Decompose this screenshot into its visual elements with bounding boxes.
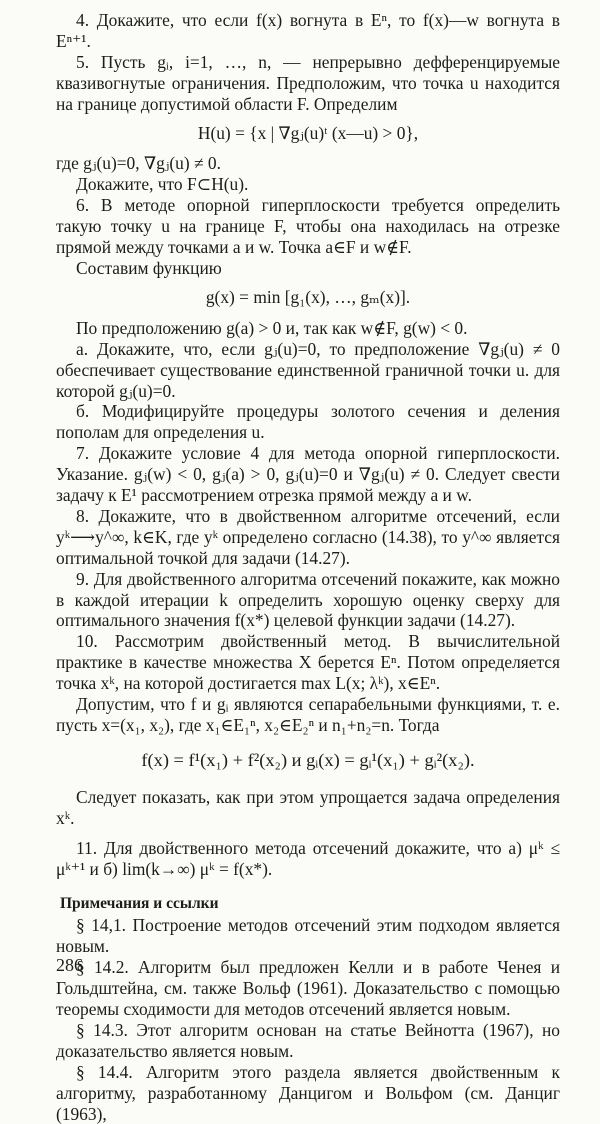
- exercise-5-task: Докажите, что F⊂H(u).: [76, 174, 249, 195]
- exercise-11: 11. Для двойственного метода отсечений докажите, что а) μᵏ ≤ μᵏ⁺¹ и б) lim(k→∞) μᵏ = f(x*).: [56, 837, 560, 879]
- exercise-5: 5. Пусть gᵢ, i=1, …, n, — непрерывно дефференцируемые квазивогнутые ограничения. Предположим, что точка u находится на границе допустимой области F. Определим: [56, 51, 560, 114]
- exercise-6a: а. Докажите, что, если gⱼ(u)=0, то предположение ∇gⱼ(u) ≠ 0 обеспечивает существование единственной граничной точки u. для которой gⱼ(u)=0.: [56, 338, 560, 401]
- note-14-4: § 14.4. Алгоритм этого раздела является двойственным к алгоритму, разработанному Данцигом и Вольфом (см. Данциг (1963),: [56, 1061, 560, 1124]
- exercise-6: 6. В методе опорной гиперплоскости требуется определить такую точку u на границе F, чтобы она находилась на отрезке прямой между точками a и w. Точка a∈F и w∉F.: [56, 195, 560, 258]
- exercise-6-intro: Составим функцию: [76, 257, 222, 278]
- exercise-10: 10. Рассмотрим двойственный метод. В вычислительной практике в качестве множества X берется Eⁿ. Потом определяется точка xᵏ, на которой достигается max L(x; λᵏ), x∈Eⁿ.: [56, 631, 560, 694]
- page-number: 286: [56, 955, 83, 975]
- exercise-4: 4. Докажите, что если f(x) вогнута в Eⁿ, то f(x)—w вогнута в Eⁿ⁺¹.: [56, 10, 560, 51]
- note-14-3: § 14.3. Этот алгоритм основан на статье Вейнотта (1967), но доказательство является новым.: [56, 1019, 560, 1061]
- formula-separable: f(x) = f¹(x₁) + f²(x₂) и gᵢ(x) = gᵢ¹(x₁) + gᵢ²(x₂).: [141, 749, 475, 770]
- exercise-8: 8. Докажите, что в двойственном алгоритме отсечений, если yᵏ⟶y^∞, k∈K, где yᵏ определено согласно (14.38), то y^∞ является оптимальной точкой для задачи (14.27).: [56, 505, 560, 568]
- exercise-5-condition: где gⱼ(u)=0, ∇gⱼ(u) ≠ 0.: [56, 153, 221, 174]
- formula-h: H(u) = {x | ∇gⱼ(u)ᵗ (x—u) > 0},: [197, 122, 419, 143]
- exercise-10-separable: Допустим, что f и gᵢ являются сепарабельными функциями, т. е. пусть x=(x₁, x₂), где x₁∈E₁ⁿ, x₂∈E₂ⁿ и n₁+n₂=n. Тогда: [56, 694, 560, 735]
- exercise-10-task: Следует показать, как при этом упрощается задача определения xᵏ.: [56, 786, 560, 828]
- spacer: [56, 829, 560, 838]
- notes-heading: Примечания и ссылки: [60, 895, 219, 913]
- spacer: [56, 879, 560, 888]
- exercise-6b: б. Модифицируйте процедуры золотого сечения и деления пополам для определения u.: [56, 401, 560, 443]
- note-14-1: § 14,1. Построение методов отсечений этим подходом является новым.: [56, 915, 560, 957]
- exercise-6-assumption: По предположению g(a) > 0 и, так как w∉F, g(w) < 0.: [76, 317, 468, 338]
- exercise-9: 9. Для двойственного алгоритма отсечений покажите, как можно в каждой итерации k определить хорошую оценку сверху для оптимального значения f(x*) целевой функции задачи (14.27).: [56, 568, 560, 631]
- note-14-2: § 14.2. Алгоритм был предложен Келли и в работе Ченея и Гольдштейна, см. также Вольф (1961). Доказательство с помощью теоремы сходимости для методов отсечений является новым.: [56, 957, 560, 1019]
- formula-g: g(x) = min [g₁(x), …, gₘ(x)].: [205, 286, 411, 307]
- exercise-7: 7. Докажите условие 4 для метода опорной гиперплоскости. Указание. gⱼ(w) < 0, gⱼ(a) > 0, gⱼ(u)=0 и ∇gⱼ(u) ≠ 0. Следует свести задачу к E¹ рассмотрением отрезка прямой между a и w.: [56, 443, 560, 506]
